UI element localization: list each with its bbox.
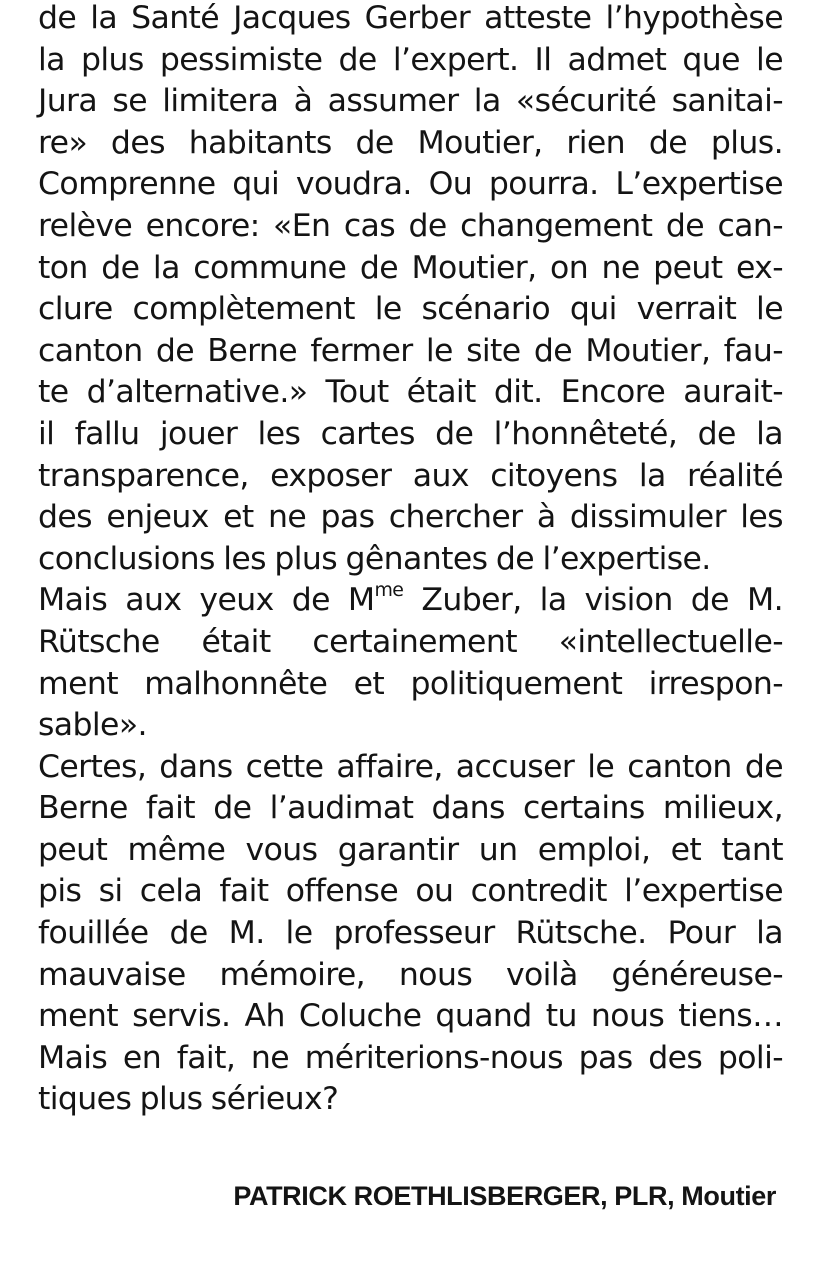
author-signature: PATRICK ROETHLISBERGER, PLR, Moutier: [233, 1181, 776, 1211]
text-line: il fallu jouer les cartes de l’honnêteté, de la: [38, 415, 783, 452]
paragraph-1: [38, 0, 783, 580]
text-line: peut même vous garantir un emploi, et tant: [38, 831, 783, 868]
text-line: la plus pessimiste de l’expert. Il admet que le: [38, 41, 783, 78]
text-line: te d’alternative.» Tout était dit. Encore aurait-: [38, 374, 783, 411]
text-line: conclusions les plus gênantes de l’expertise.: [38, 540, 711, 577]
article-body: [38, 0, 783, 1121]
text-line: des enjeux et ne pas chercher à dissimuler les: [38, 499, 783, 536]
text-line: sable».: [38, 707, 147, 744]
text-line: Jura se limitera à assumer la «sécurité sanitai-: [38, 83, 783, 120]
text-line: canton de Berne fermer le site de Moutier, fau-: [38, 332, 783, 369]
text-fragment: Mais aux yeux de M: [38, 582, 375, 619]
paragraph-3: [38, 747, 783, 1121]
paragraph-2: [38, 580, 783, 746]
text-line: transparence, exposer aux citoyens la réalité: [38, 457, 783, 494]
text-fragment: Zuber, la vision de M.: [403, 582, 783, 619]
text-line: ment malhonnête et politiquement irrespon-: [38, 665, 783, 702]
text-line: ment servis. Ah Coluche quand tu nous tiens…: [38, 998, 783, 1035]
abbreviation-superscript: me: [374, 579, 404, 602]
text-line: ton de la commune de Moutier, on ne peut ex-: [38, 249, 783, 286]
text-line: Berne fait de l’audimat dans certains milieux,: [38, 790, 783, 827]
text-line: fouillée de M. le professeur Rütsche. Pour la: [38, 915, 783, 952]
text-line: pis si cela fait offense ou contredit l’expertise: [38, 873, 783, 910]
text-line: Certes, dans cette affaire, accuser le canton de: [38, 748, 783, 785]
text-line: mauvaise mémoire, nous voilà généreuse-: [38, 956, 783, 993]
text-line: tiques plus sérieux?: [38, 1081, 339, 1118]
text-line: Mais en fait, ne mériterions-nous pas des poli-: [38, 1039, 783, 1076]
text-line: Comprenne qui voudra. Ou pourra. L’expertise: [38, 166, 783, 203]
text-line: clure complètement le scénario qui verrait le: [38, 291, 783, 328]
text-line: [38, 580, 783, 622]
text-line: de la Santé Jacques Gerber atteste l’hypothèse: [38, 0, 783, 36]
text-line: Rütsche était certainement «intellectuelle-: [38, 623, 783, 660]
text-line: relève encore: «En cas de changement de can-: [38, 207, 783, 244]
text-line: re» des habitants de Moutier, rien de plus.: [38, 124, 783, 161]
